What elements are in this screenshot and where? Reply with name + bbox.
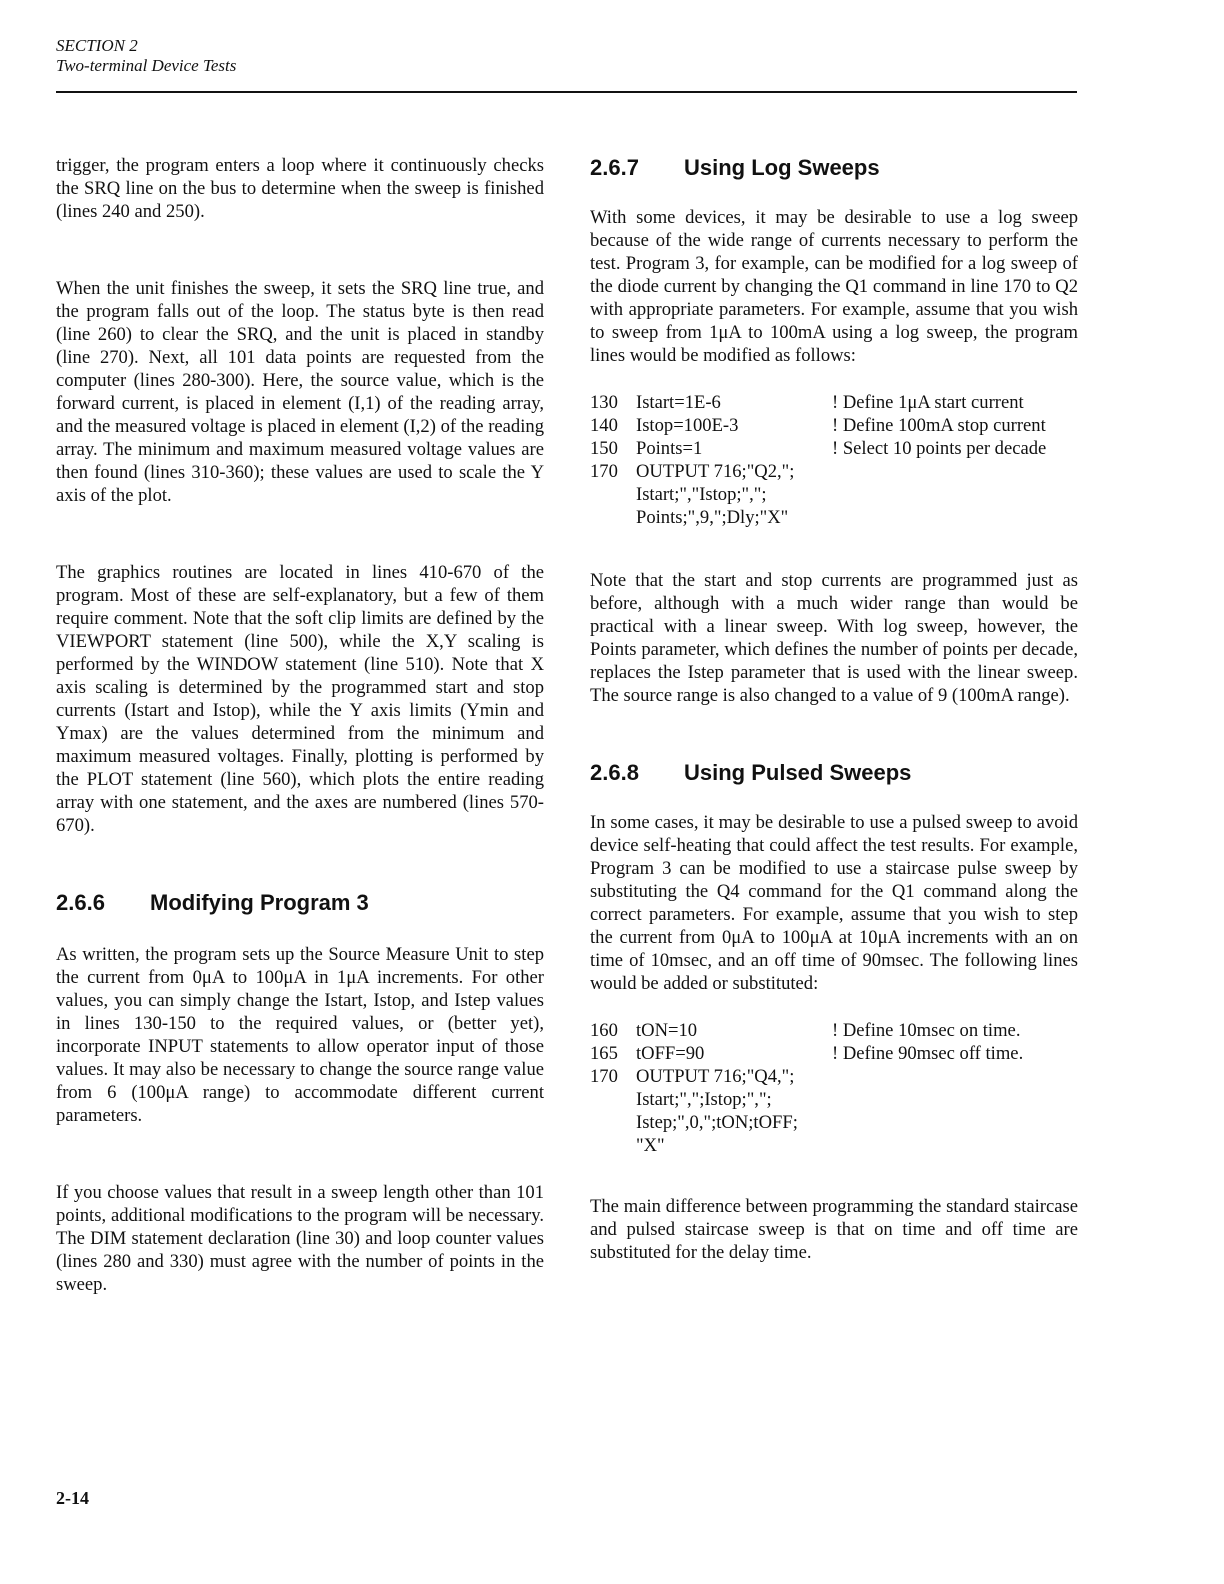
paragraph: trigger, the program enters a loop where it continuously checks the SRQ line on the bus to determine when the sweep is finished (lines 240 and 250). [56, 155, 544, 222]
heading-number: 2.6.7 [590, 155, 639, 180]
code-line [590, 1019, 1078, 1042]
section-label: SECTION 2 [56, 36, 138, 55]
heading-title: Using Log Sweeps [684, 155, 880, 180]
line-number: 140 [590, 415, 618, 436]
statement: Points=1 [636, 438, 703, 459]
line-number: 160 [590, 1020, 618, 1041]
code-listing-log-sweep [590, 391, 1078, 529]
code-continuation: Istart;","Istop;","; [636, 484, 767, 505]
heading-number: 2.6.8 [590, 760, 639, 785]
code-continuation: Istart;",";Istop;","; [636, 1089, 772, 1110]
statement: Istart=1E-6 [636, 392, 721, 413]
code-line [590, 1042, 1078, 1065]
line-number: 150 [590, 438, 618, 459]
line-number: 170 [590, 1066, 618, 1087]
paragraph: When the unit finishes the sweep, it sets the SRQ line true, and the program falls out of the loop. The status byte is then read (line 260) to clear the SRQ, and the unit is placed in standby (line 270). Next, all 101 data points are requested from the computer (lines 280-300). Here, the source value, which is the forward current, is placed in element (I,1) of the reading array, and the measured voltage is placed in element (I,2) of the reading array. The minimum and maximum measured voltage values are then found (lines 310-360); these values are used to scale the Y axis of the plot. [56, 278, 544, 506]
paragraph: As written, the program sets up the Source Measure Unit to step the current from 0μA to 100μA in 1μA increments. For other values, you can simply change the Istart, Istop, and Istep values in lines 130-150 to the required values, or (better yet), incorporate INPUT statements to allow operator input of those values. It may also be necessary to change the source range value from 6 (100μA range) to accommodate different current parameters. [56, 944, 544, 1126]
heading-title: Modifying Program 3 [150, 890, 369, 915]
line-number: 170 [590, 461, 618, 482]
code-listing-pulsed-sweep [590, 1019, 1078, 1157]
statement: OUTPUT 716;"Q4,"; [636, 1066, 795, 1087]
statement: tON=10 [636, 1020, 698, 1041]
comment: ! Define 10msec on time. [832, 1020, 1021, 1041]
comment: ! Define 90msec off time. [832, 1043, 1024, 1064]
section-heading-2-6-8 [590, 759, 1078, 787]
paragraph: In some cases, it may be desirable to use a pulsed sweep to avoid device self-heating that could affect the test results. For example, Program 3 can be modified to use a staircase pulse sweep by substituting the Q4 command for the Q1 command along the correct parameters. For example, assume that you wish to step the current from 0μA to 100μA at 10μA increments with an on time of 10msec, and an off time of 90msec. The following lines would be added or substituted: [590, 812, 1078, 994]
statement: Istop=100E-3 [636, 415, 739, 436]
code-continuation: "X" [636, 1135, 665, 1156]
code-continuation: Istep;",0,";tON;tOFF; [636, 1112, 798, 1133]
statement: tOFF=90 [636, 1043, 705, 1064]
paragraph: The graphics routines are located in lines 410-670 of the program. Most of these are self-explanatory, but a few of them require comment. Note that the soft clip limits are defined by the VIEWPORT statement (line 500), while the X,Y scaling is performed by the WINDOW statement (line 510). Note that X axis scaling is determined by the programmed start and stop currents (Istart and Istop), while the Y axis limits (Ymin and Ymax) are the values determined from the minimum and maximum measured voltages. Finally, plotting is performed by the PLOT statement (line 560), which plots the entire reading array with one statement, and the axes are numbered (lines 570-670). [56, 562, 544, 836]
code-line [590, 414, 1078, 437]
code-line [590, 437, 1078, 460]
left-column [56, 154, 544, 1296]
line-number: 165 [590, 1043, 618, 1064]
code-continuation: Points;",9,";Dly;"X" [636, 507, 789, 528]
paragraph: Note that the start and stop currents are programmed just as before, although with a much wider range than would be practical with a linear sweep. With log sweep, however, the Points parameter, which defines the number of points per decade, replaces the Istep parameter that is used with the linear sweep. The source range is also changed to a value of 9 (100mA range). [590, 570, 1078, 706]
section-heading-2-6-7 [590, 154, 1078, 182]
statement: OUTPUT 716;"Q2,"; [636, 461, 795, 482]
comment: ! Select 10 points per decade [832, 438, 1047, 459]
code-line [590, 460, 1078, 483]
running-header [56, 36, 1076, 76]
header-rule [56, 91, 1077, 93]
section-heading-2-6-6 [56, 889, 544, 917]
section-subtitle: Two-terminal Device Tests [56, 56, 237, 75]
comment: ! Define 100mA stop current [832, 415, 1046, 436]
right-column [590, 154, 1078, 1264]
heading-title: Using Pulsed Sweeps [684, 760, 912, 785]
page-number: 2-14 [56, 1488, 89, 1508]
comment: ! Define 1μA start current [832, 392, 1024, 413]
code-line [590, 391, 1078, 414]
code-line [590, 1065, 1078, 1088]
paragraph: With some devices, it may be desirable to use a log sweep because of the wide range of currents necessary to perform the test. Program 3, for example, can be modified for a log sweep of the diode current by changing the Q1 command in line 170 to Q2 with appropriate parameters. For example, assume that you wish to sweep from 1μA to 100mA using a log sweep, the program lines would be modified as follows: [590, 207, 1078, 366]
line-number: 130 [590, 392, 618, 413]
paragraph: The main difference between programming the standard staircase and pulsed staircase sweep is that on time and off time are substituted for the delay time. [590, 1196, 1078, 1263]
heading-number: 2.6.6 [56, 890, 105, 915]
paragraph: If you choose values that result in a sweep length other than 101 points, additional modifications to the program will be necessary. The DIM statement declaration (line 30) and loop counter values (lines 280 and 330) must agree with the number of points in the sweep. [56, 1182, 544, 1295]
